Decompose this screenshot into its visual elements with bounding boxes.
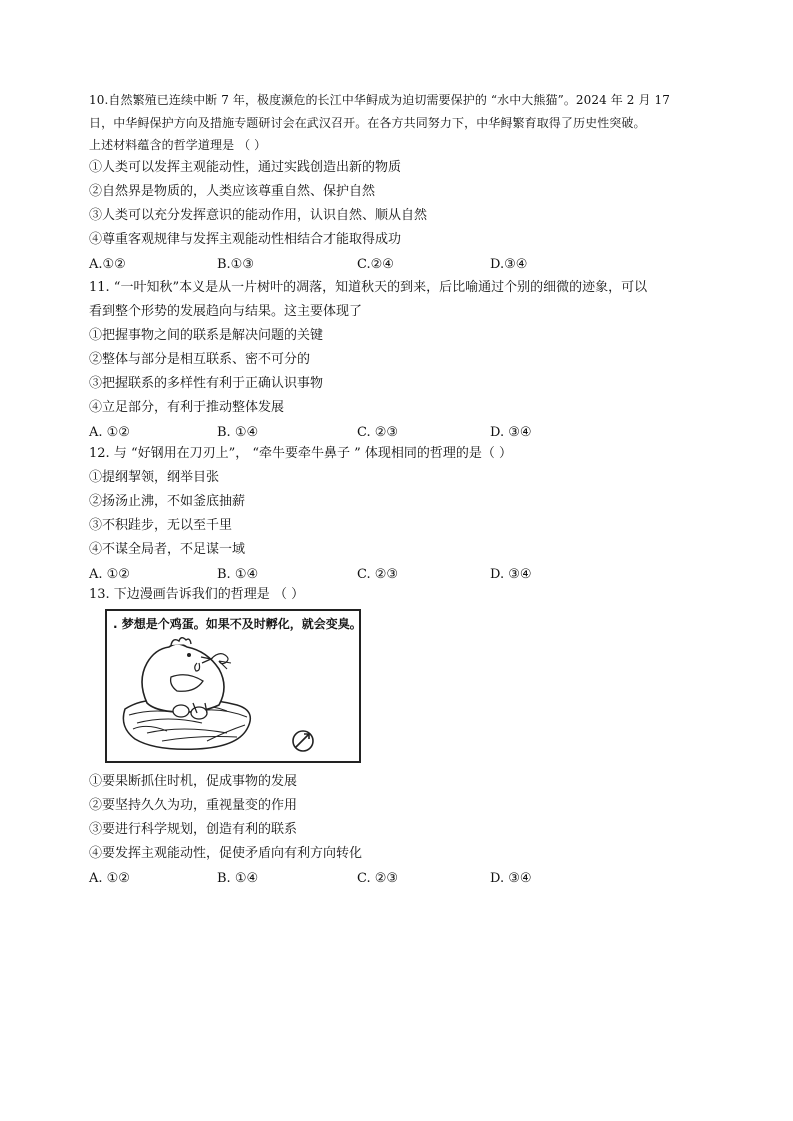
q11-item-2: ②整体与部分是相互联系、密不可分的 — [89, 352, 311, 367]
q11-option-d[interactable]: D. ③④ — [490, 425, 532, 440]
q10-stem-line-2: 日，中华鲟保护方向及措施专题研讨会在武汉召开。在各方共同努力下，中华鲟繁育取得了历史性突破。 — [89, 116, 646, 130]
q10-stem-line-3: 上述材料蕴含的哲学道理是 （ ） — [89, 138, 267, 152]
q11-options — [89, 424, 709, 442]
q10-item-1: ①人类可以发挥主观能动性，通过实践创造出新的物质 — [89, 160, 402, 175]
q10-option-c[interactable]: C.②④ — [357, 257, 394, 272]
q10-option-a[interactable]: A.①② — [89, 257, 126, 272]
q12-option-a[interactable]: A. ①② — [89, 567, 130, 582]
q11-stem-line-2: 看到整个形势的发展趋向与结果。这主要体现了 — [89, 304, 363, 319]
q12-stem-line-1: 12. 与 “好钢用在刀刃上”， “牵牛要牵牛鼻子 ” 体现相同的哲理的是（ ） — [89, 446, 513, 461]
q13-item-4: ④要发挥主观能动性，促使矛盾向有利方向转化 — [89, 846, 363, 861]
q12-item-3: ③不积跬步，无以至千里 — [89, 518, 233, 533]
egg — [191, 707, 207, 719]
q13-item-3: ③要进行科学规划，创造有利的联系 — [89, 822, 298, 837]
hen-eye — [187, 653, 191, 657]
q13-option-b[interactable]: B. ①④ — [217, 871, 259, 886]
q13-option-c[interactable]: C. ②③ — [357, 871, 399, 886]
q11-item-4: ④立足部分，有利于推动整体发展 — [89, 400, 285, 415]
q11-option-c[interactable]: C. ②③ — [357, 425, 399, 440]
q13-options — [89, 870, 709, 888]
q13-stem-line-1: 13. 下边漫画告诉我们的哲理是 （ ） — [89, 587, 305, 602]
q12-item-1: ①提纲挈领，纲举目张 — [89, 470, 220, 485]
q12-options — [89, 566, 709, 584]
q11-option-b[interactable]: B. ①④ — [217, 425, 259, 440]
hen-on-nest-illustration — [107, 611, 359, 761]
q11-option-a[interactable]: A. ①② — [89, 425, 130, 440]
q13-item-2: ②要坚持久久为功，重视量变的作用 — [89, 798, 298, 813]
q10-stem-line-1: 10.自然繁殖已连续中断 7 年，极度濒危的长江中华鲟成为迫切需要保护的 “水中大熊猫”。2024 年 2 月 17 — [89, 93, 670, 107]
q12-item-2: ②扬汤止沸，不如釜底抽薪 — [89, 494, 246, 509]
q13-option-a[interactable]: A. ①② — [89, 871, 130, 886]
q11-stem-line-1: 11. “一叶知秋”本义是从一片树叶的凋落，知道秋天的到来，后比喻通过个别的细微的迹象，可以 — [89, 280, 648, 295]
q13-option-d[interactable]: D. ③④ — [490, 871, 532, 886]
q12-option-b[interactable]: B. ①④ — [217, 567, 259, 582]
comic-caption: . 梦想是个鸡蛋。如果不及时孵化，就会变臭。 — [113, 617, 362, 631]
q12-option-c[interactable]: C. ②③ — [357, 567, 399, 582]
q10-options — [89, 256, 709, 274]
hen-comb — [171, 638, 191, 645]
q10-option-b[interactable]: B.①③ — [217, 257, 254, 272]
q13-item-1: ①要果断抓住时机，促成事物的发展 — [89, 774, 298, 789]
q10-item-3: ③人类可以充分发挥意识的能动作用，认识自然、顺从自然 — [89, 208, 428, 223]
q10-item-2: ②自然界是物质的，人类应该尊重自然、保护自然 — [89, 184, 376, 199]
q12-option-d[interactable]: D. ③④ — [490, 567, 532, 582]
q12-item-4: ④不谋全局者，不足谋一域 — [89, 542, 246, 557]
q10-item-4: ④尊重客观规律与发挥主观能动性相结合才能取得成功 — [89, 232, 402, 247]
q11-item-3: ③把握联系的多样性有利于正确认识事物 — [89, 376, 324, 391]
q10-option-d[interactable]: D.③④ — [490, 257, 528, 272]
comic-hen-egg — [105, 609, 361, 763]
egg — [173, 705, 189, 717]
q11-item-1: ①把握事物之间的联系是解决问题的关键 — [89, 328, 324, 343]
